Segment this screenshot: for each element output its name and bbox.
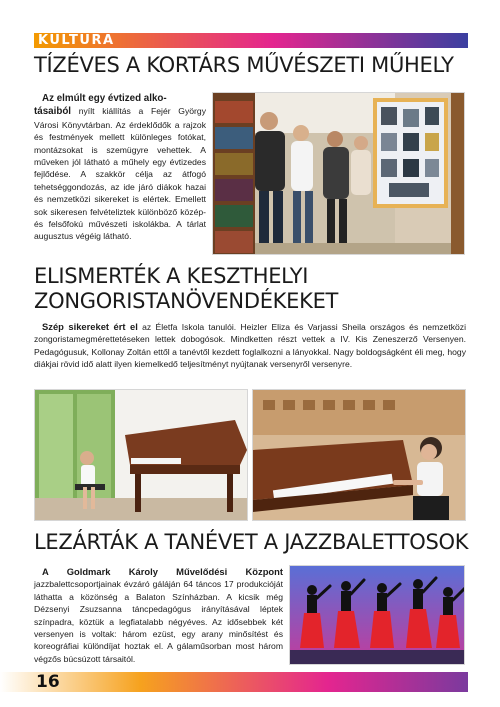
article-3-title: LEZÁRTÁK A TANÉVET A JAZZBALETTOSOK — [34, 530, 469, 554]
article-2-paragraph: az Életfa Iskola tanulói. Heizler Eliza és Varjassi Sheila országos és nemzetközi zongoristamegmérettetéseken lettek dobogósok. Mindketten részt vettek a IV. Kis Zeneszerző Versenyen. Pedagógusuk, Kollonay Zoltán ettől a tanévtől kezdett foglalkozni a lányokkal. Nagy boldogságként éli meg, hogy diákjai rövid idő alatt ilyen kiemelkedő teljesítményt nyújtanak versenyről versenyre. — [34, 322, 466, 370]
article-2-title-line-1: ELISMERTÉK A KESZTHELYI — [34, 264, 309, 288]
article-2-title-line-2: ZONGORISTANÖVENDÉKEKET — [34, 289, 339, 313]
article-2-text — [34, 321, 466, 371]
article-2-body — [34, 321, 466, 371]
article-1-paragraph: nyílt kiállítás a Fejér György Városi Könyvtárban. Az érdeklődők a rajzok és festmények mellett különleges fotókat, montázsokat is szemügyre vehettek. A műveken jól látható a műhely egy évtizedes fejlődése. A szakkör célja az átfogó tehetséggondozás, az ide járó diákok hazai és nemzetközi sikereket is elértek. Emellett sok sikeresen felvételiztek különböző közép- és felsőfokú művészeti iskolákba. A tárlat augusztus végéig látható. — [34, 106, 206, 242]
jazzballet-photo — [289, 565, 465, 665]
article-3-text — [34, 566, 283, 665]
piano-photo-right-art — [253, 390, 466, 521]
article-2-lead: Szép sikereket ért el — [42, 321, 138, 332]
piano-photo-right — [252, 389, 466, 521]
article-1-lead-2: tásaiból — [34, 106, 72, 118]
piano-photo-left — [34, 389, 248, 521]
article-1-text — [34, 92, 206, 243]
article-3-paragraph: jazzbalettcsoportjainak évzáró gáláján 64 táncos 17 produkcióját láthatta a közönség a Balaton Színházban. A kicsik még Dézsenyi Zsuzsanna táncpedagógus irányításával léptek színpadra, köztük a legfiatalabb négyéves. Az idősebbek két versenyen is voltak: három ezüst, egy arany minősítést és koreográfiai különdíjat hoztak el. A gálaműsorban most három végzős búcsúzott társaitól. — [34, 579, 283, 664]
jazzballet-photo-art — [290, 566, 465, 665]
exhibition-photo-art — [213, 93, 465, 255]
article-3-lead: A Goldmark Károly Művelődési Központ — [42, 566, 283, 577]
piano-photo-left-art — [35, 390, 248, 521]
footer-bar — [0, 672, 468, 692]
page-number: 16 — [36, 672, 60, 692]
section-label: KULTÚRA — [38, 33, 115, 48]
article-1-title: TÍZÉVES A KORTÁRS MŰVÉSZETI MŰHELY — [34, 53, 454, 77]
exhibition-photo — [212, 92, 465, 255]
article-1-body — [34, 92, 206, 243]
article-1-lead-1: Az elmúlt egy évtized alko- — [42, 93, 167, 104]
article-3-body — [34, 566, 283, 665]
